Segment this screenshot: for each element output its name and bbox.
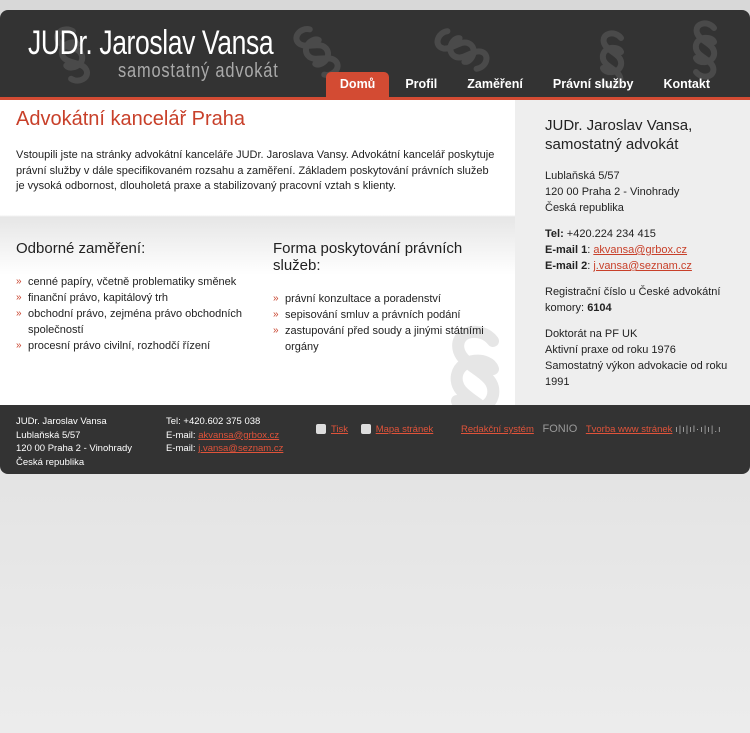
registration — [545, 284, 730, 316]
page — [0, 10, 750, 474]
sidebar — [515, 100, 750, 405]
bio-line: Samostatný výkon advokacie od roku 1991 — [545, 360, 728, 388]
sidebar-heading: JUDr. Jaroslav Vansa, samostatný advokát — [545, 117, 693, 153]
footer — [0, 405, 750, 474]
sidebar-address — [545, 168, 730, 216]
cms-link[interactable]: Redakční systém — [461, 424, 534, 435]
tel-value: +420.224 234 415 — [563, 228, 656, 240]
email-label: E-mail: — [166, 443, 199, 454]
email2-label: E-mail 2 — [545, 260, 588, 272]
reg-text: Registrační číslo u České advokátní komory: — [545, 286, 721, 314]
footer-email2-link[interactable]: j.vansa@seznam.cz — [198, 443, 284, 454]
list-item: » finanční právo, kapitálový trh — [16, 290, 251, 306]
nav-focus[interactable]: Zaměření — [467, 77, 523, 91]
nav-legal-services[interactable]: Právní služby — [552, 77, 634, 91]
vendor-logo: ı|ı|ıl·ı|ı|.ı — [675, 424, 722, 435]
print-link[interactable]: Tisk — [331, 424, 349, 435]
email1-link[interactable]: akvansa@grbox.cz — [593, 244, 688, 256]
page-title: Advokátní kancelář Praha — [16, 108, 246, 130]
sidebar-contacts: Tel: +420.224 234 415 E-mail 1: akvansa@grbox.cz E-mail 2: j.vansa@seznam.cz — [545, 228, 692, 272]
address-line: Lublaňská 5/57 — [545, 170, 620, 182]
print-icon — [316, 424, 326, 434]
footer-address — [16, 415, 132, 469]
email1-label: E-mail 1 — [545, 244, 588, 256]
bio-line: Doktorát na PF UK — [545, 328, 638, 340]
email-label: E-mail: — [166, 429, 199, 441]
webdesign-link[interactable]: Tvorba www stránek — [585, 424, 673, 435]
paragraph-watermark-icon — [688, 20, 722, 80]
footer-contacts — [166, 415, 283, 456]
list-item: » zastupování před soudy a jinými státními orgány — [273, 323, 508, 355]
reg-number: 6104 — [587, 302, 612, 314]
header — [0, 10, 750, 97]
tel-label: Tel: — [545, 228, 564, 240]
footer-credits — [461, 423, 722, 437]
logo-subtitle: samostatný advokát — [118, 60, 279, 82]
paragraph-watermark-icon — [428, 20, 497, 79]
sitemap-icon — [361, 424, 371, 434]
main-nav — [324, 72, 724, 97]
main-content — [0, 100, 515, 405]
nav-profile[interactable]: Profil — [405, 77, 438, 91]
bio — [545, 326, 730, 390]
footer-tel: Tel: +420.602 375 038 — [166, 416, 261, 427]
sitemap-link[interactable]: Mapa stránek — [375, 424, 434, 435]
email2-link[interactable]: j.vansa@seznam.cz — [593, 260, 692, 272]
list-item: » procesní právo civilní, rozhodčí řízení — [16, 338, 251, 354]
list-item: » cenné papíry, včetně problematiky směnek — [16, 274, 251, 290]
nav-home[interactable]: Domů — [326, 72, 389, 97]
footer-line: 120 00 Praha 2 - Vinohrady — [16, 443, 133, 454]
footer-line: Česká republika — [16, 456, 85, 468]
service-forms-section — [273, 240, 508, 355]
section-heading: Forma poskytování právních služeb: — [273, 240, 463, 274]
logo-title[interactable]: JUDr. Jaroslav Vansa — [28, 24, 274, 62]
list-item: » obchodní právo, zejména právo obchodních společností — [16, 306, 251, 338]
specialization-section — [16, 240, 251, 354]
list-item: » právní konzultace a poradenství — [273, 291, 508, 307]
list-item: » sepisování smluv a právních podání — [273, 307, 508, 323]
footer-tools — [316, 423, 433, 437]
fonio-logo[interactable]: FONIO — [542, 423, 578, 435]
address-line: Česká republika — [545, 202, 624, 214]
address-line: 120 00 Praha 2 - Vinohrady — [545, 186, 680, 198]
nav-contact[interactable]: Kontakt — [663, 77, 710, 91]
footer-line: Lublaňská 5/57 — [16, 429, 81, 441]
footer-line: JUDr. Jaroslav Vansa — [16, 416, 107, 427]
intro-text: Vstoupili jste na stránky advokátní kanceláře JUDr. Jaroslava Vansy. Advokátní kancelář poskytuje právní služby v dále specifikovaném rozsahu a zaměření. Základem poskytování právních služeb je vysoká odbornost, dlouholetá praxe a stabilizovaný pracovní vztah s klienty. — [16, 149, 495, 192]
section-heading: Odborné zaměření: — [16, 240, 146, 257]
bio-line: Aktivní praxe od roku 1976 — [545, 344, 676, 356]
footer-email1-link[interactable]: akvansa@grbox.cz — [198, 429, 280, 441]
